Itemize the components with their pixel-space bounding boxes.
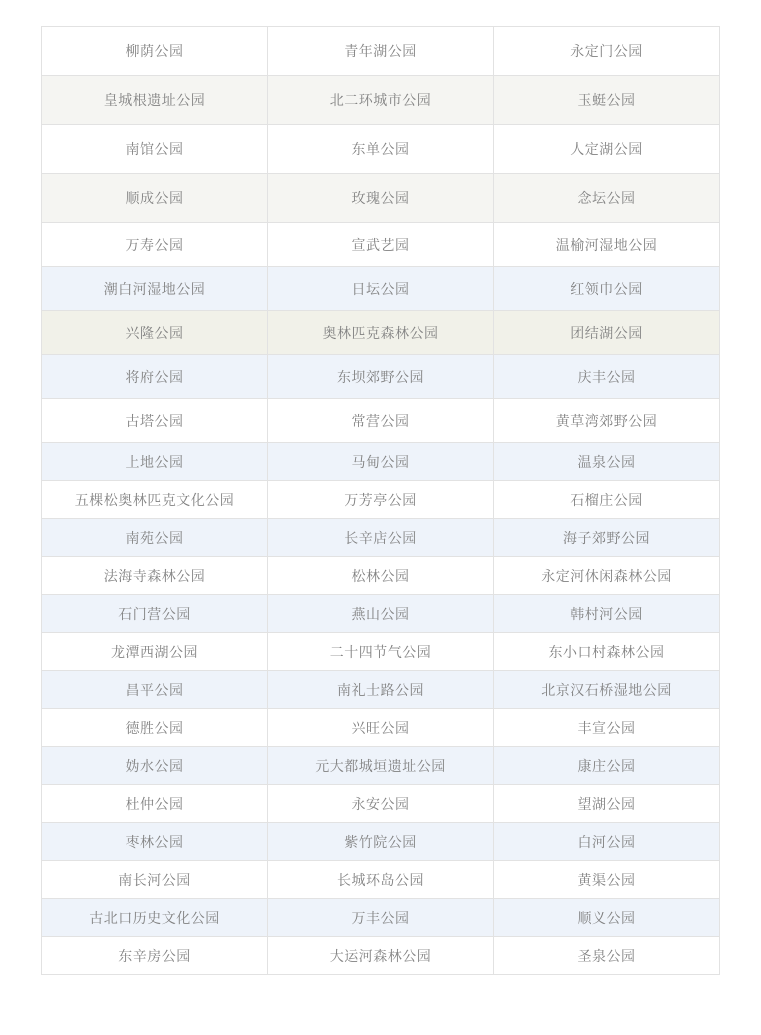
table-row <box>42 595 720 633</box>
park-cell: 万丰公园 <box>268 899 494 937</box>
table-row <box>42 747 720 785</box>
park-cell: 常营公园 <box>268 399 494 443</box>
park-cell: 东辛房公园 <box>42 937 268 975</box>
table-row <box>42 671 720 709</box>
park-cell: 白河公园 <box>494 823 720 861</box>
park-cell: 南苑公园 <box>42 519 268 557</box>
park-cell: 柳荫公园 <box>42 27 268 76</box>
park-cell: 宣武艺园 <box>268 223 494 267</box>
park-cell: 将府公园 <box>42 355 268 399</box>
park-cell: 枣林公园 <box>42 823 268 861</box>
park-cell: 妫水公园 <box>42 747 268 785</box>
park-cell: 玫瑰公园 <box>268 174 494 223</box>
park-cell: 古北口历史文化公园 <box>42 899 268 937</box>
table-row <box>42 27 720 76</box>
park-cell: 法海寺森林公园 <box>42 557 268 595</box>
park-cell: 日坛公园 <box>268 267 494 311</box>
park-cell: 长辛店公园 <box>268 519 494 557</box>
park-cell: 松林公园 <box>268 557 494 595</box>
park-cell: 南礼士路公园 <box>268 671 494 709</box>
park-cell: 万寿公园 <box>42 223 268 267</box>
table-row <box>42 937 720 975</box>
table-row <box>42 481 720 519</box>
park-cell: 永定门公园 <box>494 27 720 76</box>
park-cell: 青年湖公园 <box>268 27 494 76</box>
page <box>0 26 761 1035</box>
park-cell: 北京汉石桥湿地公园 <box>494 671 720 709</box>
park-cell: 大运河森林公园 <box>268 937 494 975</box>
park-cell: 温泉公园 <box>494 443 720 481</box>
park-cell: 长城环岛公园 <box>268 861 494 899</box>
park-cell: 兴隆公园 <box>42 311 268 355</box>
park-cell: 北二环城市公园 <box>268 76 494 125</box>
table-row <box>42 125 720 174</box>
park-cell: 皇城根遗址公园 <box>42 76 268 125</box>
park-cell: 紫竹院公园 <box>268 823 494 861</box>
park-cell: 石门营公园 <box>42 595 268 633</box>
park-cell: 丰宣公园 <box>494 709 720 747</box>
park-cell: 兴旺公园 <box>268 709 494 747</box>
park-cell: 龙潭西湖公园 <box>42 633 268 671</box>
park-cell: 南长河公园 <box>42 861 268 899</box>
park-cell: 上地公园 <box>42 443 268 481</box>
park-cell: 元大都城垣遗址公园 <box>268 747 494 785</box>
park-cell: 永定河休闲森林公园 <box>494 557 720 595</box>
parks-table-body <box>42 27 720 975</box>
park-cell: 奥林匹克森林公园 <box>268 311 494 355</box>
table-row <box>42 174 720 223</box>
park-cell: 韩村河公园 <box>494 595 720 633</box>
park-cell: 东单公园 <box>268 125 494 174</box>
park-cell: 昌平公园 <box>42 671 268 709</box>
park-cell: 圣泉公园 <box>494 937 720 975</box>
park-cell: 顺义公园 <box>494 899 720 937</box>
table-row <box>42 443 720 481</box>
table-row <box>42 785 720 823</box>
park-cell: 东小口村森林公园 <box>494 633 720 671</box>
park-cell: 古塔公园 <box>42 399 268 443</box>
park-cell: 黄草湾郊野公园 <box>494 399 720 443</box>
park-cell: 庆丰公园 <box>494 355 720 399</box>
table-row <box>42 823 720 861</box>
parks-table <box>41 26 720 975</box>
table-row <box>42 76 720 125</box>
park-cell: 马甸公园 <box>268 443 494 481</box>
table-row <box>42 223 720 267</box>
table-row <box>42 399 720 443</box>
park-cell: 人定湖公园 <box>494 125 720 174</box>
park-cell: 南馆公园 <box>42 125 268 174</box>
park-cell: 潮白河湿地公园 <box>42 267 268 311</box>
table-row <box>42 899 720 937</box>
table-row <box>42 861 720 899</box>
park-cell: 永安公园 <box>268 785 494 823</box>
park-cell: 石榴庄公园 <box>494 481 720 519</box>
park-cell: 东坝郊野公园 <box>268 355 494 399</box>
table-row <box>42 519 720 557</box>
park-cell: 念坛公园 <box>494 174 720 223</box>
table-row <box>42 709 720 747</box>
table-row <box>42 633 720 671</box>
park-cell: 燕山公园 <box>268 595 494 633</box>
park-cell: 康庄公园 <box>494 747 720 785</box>
park-cell: 温榆河湿地公园 <box>494 223 720 267</box>
park-cell: 五棵松奥林匹克文化公园 <box>42 481 268 519</box>
table-row <box>42 557 720 595</box>
park-cell: 玉蜓公园 <box>494 76 720 125</box>
park-cell: 顺成公园 <box>42 174 268 223</box>
park-cell: 万芳亭公园 <box>268 481 494 519</box>
park-cell: 杜仲公园 <box>42 785 268 823</box>
park-cell: 红领巾公园 <box>494 267 720 311</box>
table-row <box>42 355 720 399</box>
park-cell: 二十四节气公园 <box>268 633 494 671</box>
table-row <box>42 311 720 355</box>
park-cell: 望湖公园 <box>494 785 720 823</box>
park-cell: 黄渠公园 <box>494 861 720 899</box>
park-cell: 团结湖公园 <box>494 311 720 355</box>
park-cell: 德胜公园 <box>42 709 268 747</box>
table-row <box>42 267 720 311</box>
park-cell: 海子郊野公园 <box>494 519 720 557</box>
